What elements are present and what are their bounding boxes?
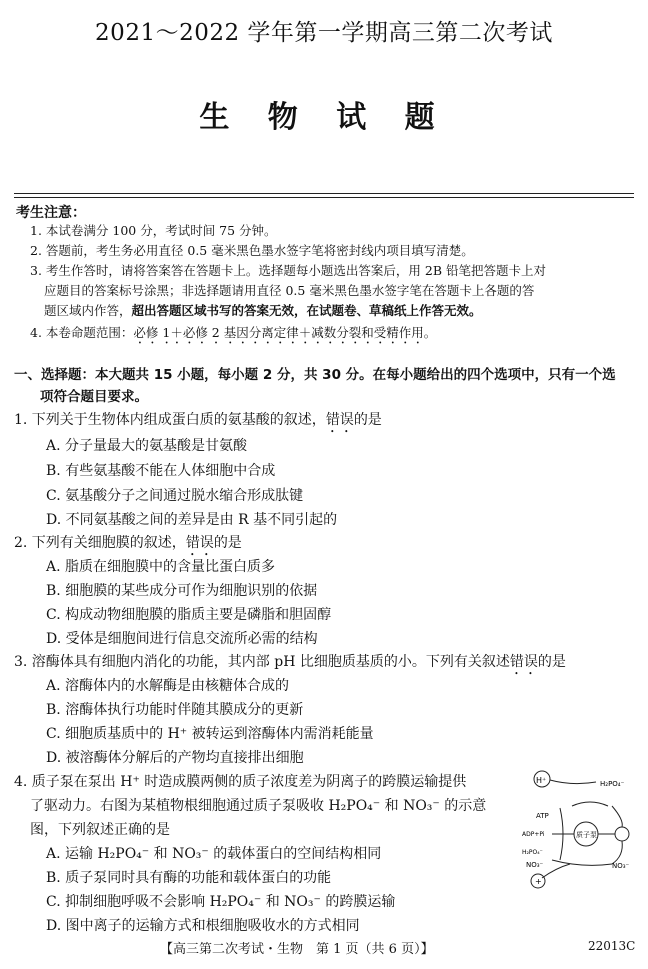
notice-scope: 必修 1＋必修 2 基因分离定律＋减数分裂和受精作用。 <box>133 325 437 340</box>
question-4-option-a: A. 运输 H₂PO₄⁻ 和 NO₃⁻ 的载体蛋白的空间结构相同 <box>46 846 382 862</box>
section-heading: 一、选择题：本大题共 15 小题，每小题 2 分，共 30 分。在每小题给出的四个选项中，只有一个选 项符合题目要求。 <box>14 367 616 405</box>
fig-label-adp: ADP+Pi <box>522 831 545 838</box>
fig-label-plus: + <box>535 877 542 886</box>
question-4-option-c: C. 抑制细胞呼吸不会影响 H₂PO₄⁻ 和 NO₃⁻ 的跨膜运输 <box>46 894 396 910</box>
notice-item-3-line2: 应题目的答案标号涂黑；非选择题请用直径 0.5 毫米黑色墨水签字笔在答题卡上各题的答 <box>44 283 535 298</box>
question-1-option-d: D. 不同氨基酸之间的差异是由 R 基不同引起的 <box>46 512 338 528</box>
carrier-circle-right <box>615 827 629 841</box>
pump-arrow-upper <box>572 802 608 806</box>
question-3-option-b: B. 溶酶体执行功能时伴随其膜成分的更新 <box>46 702 304 718</box>
notice-item-4: 4. 本卷命题范围：必修 1＋必修 2 基因分离定律＋减数分裂和受精作用。 <box>30 325 437 340</box>
subject-title: 生 物 试 题 <box>199 100 449 135</box>
notice-item-1: 1. 本试卷满分 100 分，考试时间 75 分钟。 <box>30 223 277 238</box>
question-2-option-d: D. 受体是细胞间进行信息交流所必需的结构 <box>46 631 318 647</box>
question-2-option-c: C. 构成动物细胞膜的脂质主要是磷脂和胆固醇 <box>46 607 332 623</box>
question-3-stem: 3. 溶酶体具有细胞内消化的功能，其内部 pH 比细胞质基质的小。下列有关叙述错误的是 <box>14 654 566 670</box>
exam-year-title: 2021～2022 学年第一学期高三第二次考试 <box>95 20 553 46</box>
question-3-option-d: D. 被溶酶体分解后的产物均直接排出细胞 <box>46 750 304 766</box>
question-3-option-c: C. 细胞质基质中的 H⁺ 被转运到溶酶体内需消耗能量 <box>46 726 374 742</box>
fig-label-atp: ATP <box>536 812 549 820</box>
fig-label-no3-right: NO₃⁻ <box>612 862 630 870</box>
fig-label-h2po4-left: H₂PO₄⁻ <box>522 849 543 856</box>
question-1-option-b: B. 有些氨基酸不能在人体细胞中合成 <box>46 463 276 479</box>
question-4-option-b: B. 质子泵同时具有酶的功能和载体蛋白的功能 <box>46 870 332 886</box>
question-1-option-c: C. 氨基酸分子之间通过脱水缩合形成肽键 <box>46 488 304 504</box>
h2po4-curve <box>550 780 596 784</box>
fig-label-no3-left: NO₃⁻ <box>526 861 544 869</box>
question-2-option-b: B. 细胞膜的某些成分可作为细胞识别的依据 <box>46 583 318 599</box>
question-4-stem-line2: 了驱动力。右图为某植物根细胞通过质子泵吸收 H₂PO₄⁻ 和 NO₃⁻ 的示意 <box>30 798 487 814</box>
divider-line <box>14 197 634 198</box>
question-4-stem-line1: 4. 质子泵在泵出 H⁺ 时造成膜两侧的质子浓度差为阴离子的跨膜运输提供 <box>14 774 467 790</box>
question-3-option-a: A. 溶酶体内的水解酶是由核糖体合成的 <box>46 678 290 694</box>
proton-pump-diagram <box>512 760 640 895</box>
fig-label-h2po4-right: H₂PO₄⁻ <box>600 780 625 788</box>
fig-label-pump: 质子泵 <box>576 831 597 839</box>
notice-item-3-line1: 3. 考生作答时，请将答案答在答题卡上。选择题每小题选出答案后，用 2B 铅笔把答题卡上对 <box>30 263 546 278</box>
page-footer: 【高三第二次考试・生物 第 1 页（共 6 页）】 <box>160 942 434 957</box>
question-1-stem: 1. 下列关于生物体内组成蛋白质的氨基酸的叙述，错误的是 <box>14 412 382 428</box>
paper-code: 22013C <box>588 939 636 953</box>
fig-label-h: H⁺ <box>536 776 547 785</box>
question-2-option-a: A. 脂质在细胞膜中的含量比蛋白质多 <box>46 559 276 575</box>
question-2-stem: 2. 下列有关细胞膜的叙述，错误的是 <box>14 535 242 551</box>
notice-bold-warning: 超出答题区域书写的答案无效，在试题卷、草稿纸上作答无效。 <box>131 303 482 318</box>
notice-item-3-line3: 题区域内作答，超出答题区域书写的答案无效，在试题卷、草稿纸上作答无效。 <box>44 303 482 318</box>
question-4-stem-line3: 图，下列叙述正确的是 <box>30 822 170 838</box>
notice-heading: 考生注意： <box>16 205 86 221</box>
question-1-option-a: A. 分子量最大的氨基酸是甘氨酸 <box>46 438 248 454</box>
question-4-option-d: D. 图中离子的运输方式和根细胞吸收水的方式相同 <box>46 918 360 934</box>
notice-item-2: 2. 答题前，考生务必用直径 0.5 毫米黑色墨水签字笔将密封线内项目填写清楚。 <box>30 243 474 258</box>
divider-line <box>14 193 634 194</box>
